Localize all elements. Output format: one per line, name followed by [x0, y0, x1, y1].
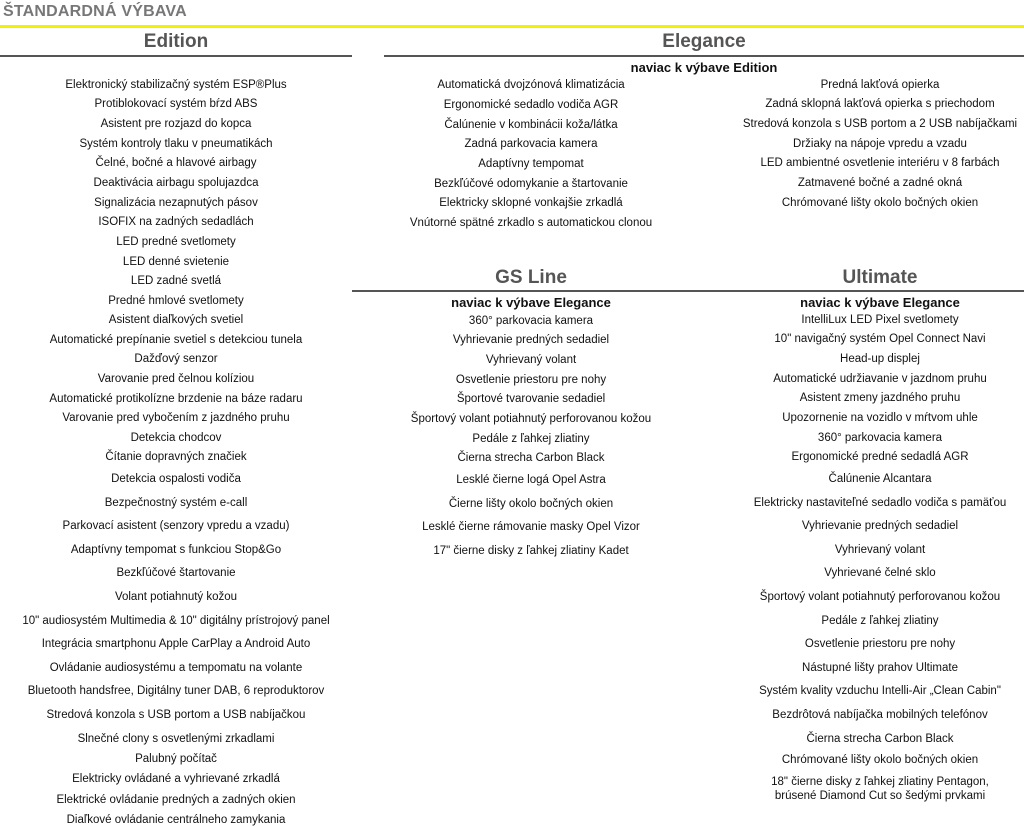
list-item: Zadná parkovacia kamera [464, 138, 598, 150]
list-item: Predné hmlové svetlomety [108, 295, 244, 307]
list-item: Ergonomické predné sedadlá AGR [791, 451, 969, 463]
list-item: Lesklé čierne rámovanie masky Opel Vizor [422, 521, 640, 533]
ultimate-subtitle: naviac k výbave Elegance [800, 295, 960, 310]
list-item: Zadná sklopná lakťová opierka s priechodom [765, 98, 995, 110]
list-item: LED zadné svetlá [130, 275, 222, 287]
list-item: Asistent diaľkových svetiel [108, 314, 244, 326]
list-item: Pedále z ľahkej zliatiny [821, 615, 939, 627]
list-item: Vyhrievanie predných sedadiel [801, 520, 959, 532]
list-item: Integrácia smartphonu Apple CarPlay a Android Auto [41, 638, 311, 650]
list-item: Systém kontroly tlaku v pneumatikách [79, 138, 273, 150]
list-item: Chrómované lišty okolo bočných okien [781, 754, 979, 766]
list-item: Elektricky sklopné vonkajšie zrkadlá [439, 197, 623, 209]
list-item: Detekcia ospalosti vodiča [111, 473, 241, 485]
list-item: Vyhrievaný volant [834, 544, 926, 556]
list-item: ISOFIX na zadných sedadlách [98, 216, 254, 228]
edition-title: Edition [143, 31, 209, 52]
list-item: Ergonomické sedadlo vodiča AGR [443, 99, 619, 111]
list-item: Športové tvarovanie sedadiel [456, 393, 606, 405]
list-item: IntelliLux LED Pixel svetlomety [801, 314, 959, 326]
list-item: Automatické protikolízne brzdenie na báze radaru [49, 393, 303, 405]
elegance-subtitle: naviac k výbave Edition [630, 60, 778, 75]
page-title: ŠTANDARDNÁ VÝBAVA [3, 3, 187, 20]
list-item: Čierne lišty okolo bočných okien [448, 498, 614, 510]
list-item: Elektricky nastaviteľné sedadlo vodiča s pamäťou [753, 497, 1007, 509]
list-item: Dažďový senzor [134, 353, 218, 365]
list-item: Lesklé čierne logá Opel Astra [456, 474, 606, 486]
list-item: Automatické udržiavanie v jazdnom pruhu [773, 373, 987, 385]
list-item: 10" navigačný systém Opel Connect Navi [774, 333, 986, 345]
list-item: 10" audiosystém Multimedia & 10" digitálny prístrojový panel [22, 615, 330, 627]
list-item: 360° parkovacia kamera [468, 315, 594, 327]
list-item: Stredová konzola s USB portom a USB nabíjačkou [46, 709, 306, 721]
list-item: Držiaky na nápoje vpredu a vzadu [793, 138, 967, 150]
list-item: Vyhrievané čelné sklo [824, 567, 936, 579]
list-item: Deaktivácia airbagu spolujazdca [93, 177, 259, 189]
list-item: Vnútorné spätné zrkadlo s automatickou clonou [409, 217, 653, 229]
list-item: LED denné svietenie [122, 256, 230, 268]
edition-rule [0, 55, 352, 57]
list-item: 18" čierne disky z ľahkej zliatiny Pentagon, brúsené Diamond Cut so šedými prvkami [771, 776, 989, 802]
list-item: Bezkľúčové štartovanie [116, 567, 236, 579]
list-item: Elektrické ovládanie predných a zadných okien [56, 794, 296, 806]
list-item: Stredová konzola s USB portom a 2 USB nabíjačkami [742, 118, 1018, 130]
list-item: Osvetlenie priestoru pre nohy [804, 638, 956, 650]
title-underline [0, 25, 1024, 28]
list-item: Bluetooth handsfree, Digitálny tuner DAB, 6 reproduktorov [27, 685, 325, 697]
list-item: Čalúnenie Alcantara [828, 473, 932, 485]
list-item: Čierna strecha Carbon Black [806, 733, 954, 745]
ultimate-title: Ultimate [842, 267, 918, 288]
list-item: Elektricky ovládané a vyhrievané zrkadlá [72, 773, 280, 785]
list-item: Automatická dvojzónová klimatizácia [437, 79, 625, 91]
list-item: Volant potiahnutý kožou [114, 591, 238, 603]
list-item: LED predné svetlomety [116, 236, 236, 248]
list-item: Signalizácia nezapnutých pásov [94, 197, 258, 209]
list-item: Asistent pre rozjazd do kopca [100, 118, 252, 130]
list-item: Parkovací asistent (senzory vpredu a vzadu) [62, 520, 290, 532]
list-item: Adaptívny tempomat s funkciou Stop&Go [70, 544, 282, 556]
list-item: Upozornenie na vozidlo v mŕtvom uhle [782, 412, 978, 424]
list-item: Čierna strecha Carbon Black [457, 452, 605, 464]
list-item: Čelné, bočné a hlavové airbagy [95, 157, 257, 169]
list-item: Bezdrôtová nabíjačka mobilných telefónov [772, 709, 988, 721]
list-item: Nástupné lišty prahov Ultimate [802, 662, 958, 674]
list-item: Chrómované lišty okolo bočných okien [781, 197, 979, 209]
elegance-rule [384, 55, 1024, 57]
gsline-ultimate-rule [352, 290, 1024, 292]
gsline-subtitle: naviac k výbave Elegance [451, 295, 611, 310]
list-item: Čítanie dopravných značiek [105, 451, 247, 463]
list-item: Športový volant potiahnutý perforovanou kožou [759, 591, 1001, 603]
list-item: Detekcia chodcov [130, 432, 222, 444]
list-item: Adaptívny tempomat [478, 158, 584, 170]
list-item: Vyhrievaný volant [485, 354, 577, 366]
list-item: Diaľkové ovládanie centrálneho zamykania [66, 814, 286, 826]
list-item: Head-up displej [840, 353, 920, 365]
list-item: 17" čierne disky z ľahkej zliatiny Kadet [433, 545, 629, 557]
list-item: Varovanie pred čelnou kolíziou [97, 373, 255, 385]
list-item: Automatické prepínanie svetiel s detekciou tunela [49, 334, 303, 346]
list-item: Slnečné clony s osvetlenými zrkadlami [77, 733, 275, 745]
list-item: Palubný počítač [135, 753, 217, 765]
list-item: Čalúnenie v kombinácii koža/látka [444, 119, 618, 131]
list-item: 360° parkovacia kamera [817, 432, 943, 444]
list-item: Osvetlenie priestoru pre nohy [455, 374, 607, 386]
list-item: Varovanie pred vybočením z jazdného pruhu [62, 412, 290, 424]
list-item: Vyhrievanie predných sedadiel [452, 334, 610, 346]
list-item: Elektronický stabilizačný systém ESP®Plus [65, 79, 287, 91]
list-item: Športový volant potiahnutý perforovanou kožou [410, 413, 652, 425]
list-item: Predná lakťová opierka [820, 79, 940, 91]
list-item: Pedále z ľahkej zliatiny [472, 433, 590, 445]
list-item: Bezkľúčové odomykanie a štartovanie [434, 178, 628, 190]
list-item: Systém kvality vzduchu Intelli-Air „Clean Cabin" [759, 685, 1001, 697]
gsline-title: GS Line [495, 267, 567, 288]
list-item: Ovládanie audiosystému a tempomatu na volante [49, 662, 303, 674]
elegance-title: Elegance [662, 31, 746, 52]
list-item: LED ambientné osvetlenie interiéru v 8 farbách [760, 157, 1000, 169]
list-item: Zatmavené bočné a zadné okná [797, 177, 963, 189]
list-item: Bezpečnostný systém e-call [104, 497, 248, 509]
list-item: Protiblokovací systém bŕzd ABS [94, 98, 258, 110]
list-item: Asistent zmeny jazdného pruhu [799, 392, 961, 404]
